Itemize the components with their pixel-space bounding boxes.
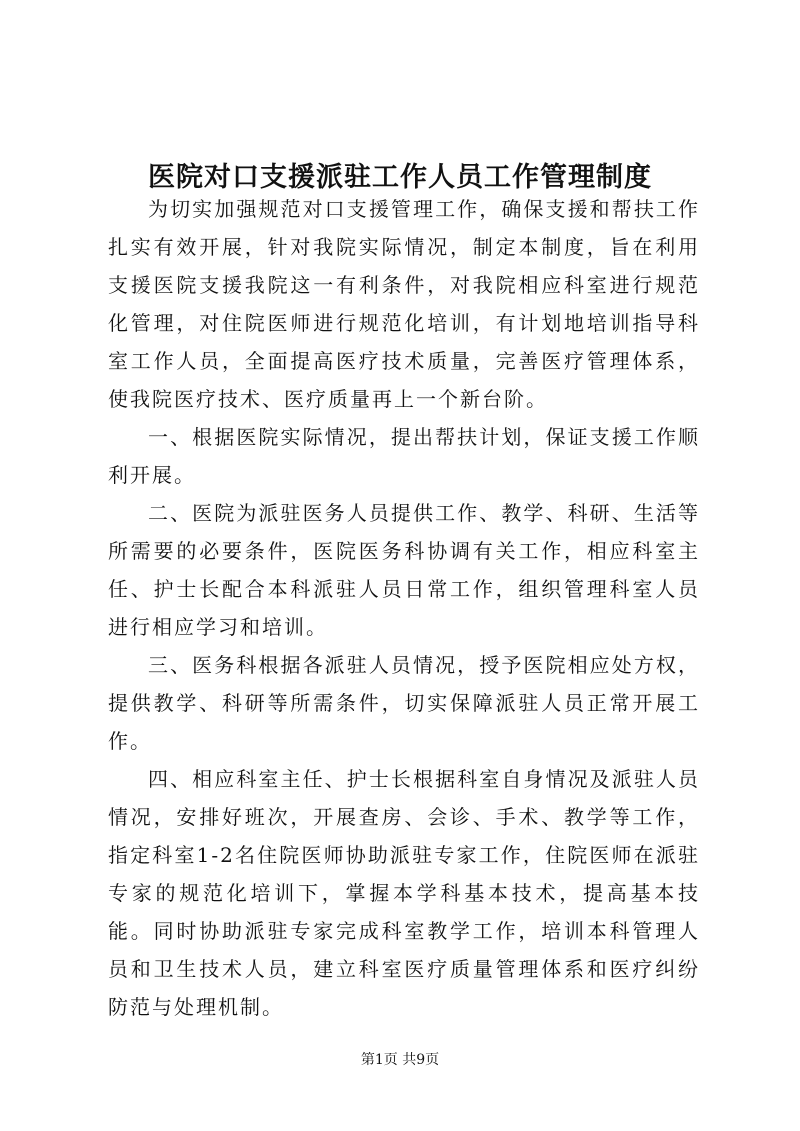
page-number-footer: 第1页 共9页 xyxy=(360,1052,440,1068)
section-two-paragraph: 二、医院为派驻医务人员提供工作、教学、科研、生活等所需要的必要条件，医院医务科协调有关工作，相应科室主任、护士长配合本科派驻人员日常工作，组织管理科室人员进行相应学习和培训。 xyxy=(108,501,700,639)
section-three-paragraph: 三、医务科根据各派驻人员情况，授予医院相应处方权，提供教学、科研等所需条件，切实保障派驻人员正常开展工作。 xyxy=(108,653,700,753)
document-body xyxy=(108,190,700,1026)
section-four-paragraph: 四、相应科室主任、护士长根据科室自身情况及派驻人员情况，安排好班次，开展查房、会诊、手术、教学等工作，指定科室1-2名住院医师协助派驻专家工作，住院医师在派驻专家的规范化培训下，掌握本学科基本技术，提高基本技能。同时协助派驻专家完成科室教学工作，培训本科管理人员和卫生技术人员，建立科室医疗质量管理体系和医疗纠纷防范与处理机制。 xyxy=(108,767,700,1019)
section-one-paragraph: 一、根据医院实际情况，提出帮扶计划，保证支援工作顺利开展。 xyxy=(108,425,700,487)
intro-paragraph: 为切实加强规范对口支援管理工作，确保支援和帮扶工作扎实有效开展，针对我院实际情况，制定本制度，旨在利用支援医院支援我院这一有利条件，对我院相应科室进行规范化管理，对住院医师进行规范化培训，有计划地培训指导科室工作人员，全面提高医疗技术质量，完善医疗管理体系，使我院医疗技术、医疗质量再上一个新台阶。 xyxy=(108,197,700,411)
page-title: 医院对口支援派驻工作人员工作管理制度 xyxy=(148,162,652,194)
